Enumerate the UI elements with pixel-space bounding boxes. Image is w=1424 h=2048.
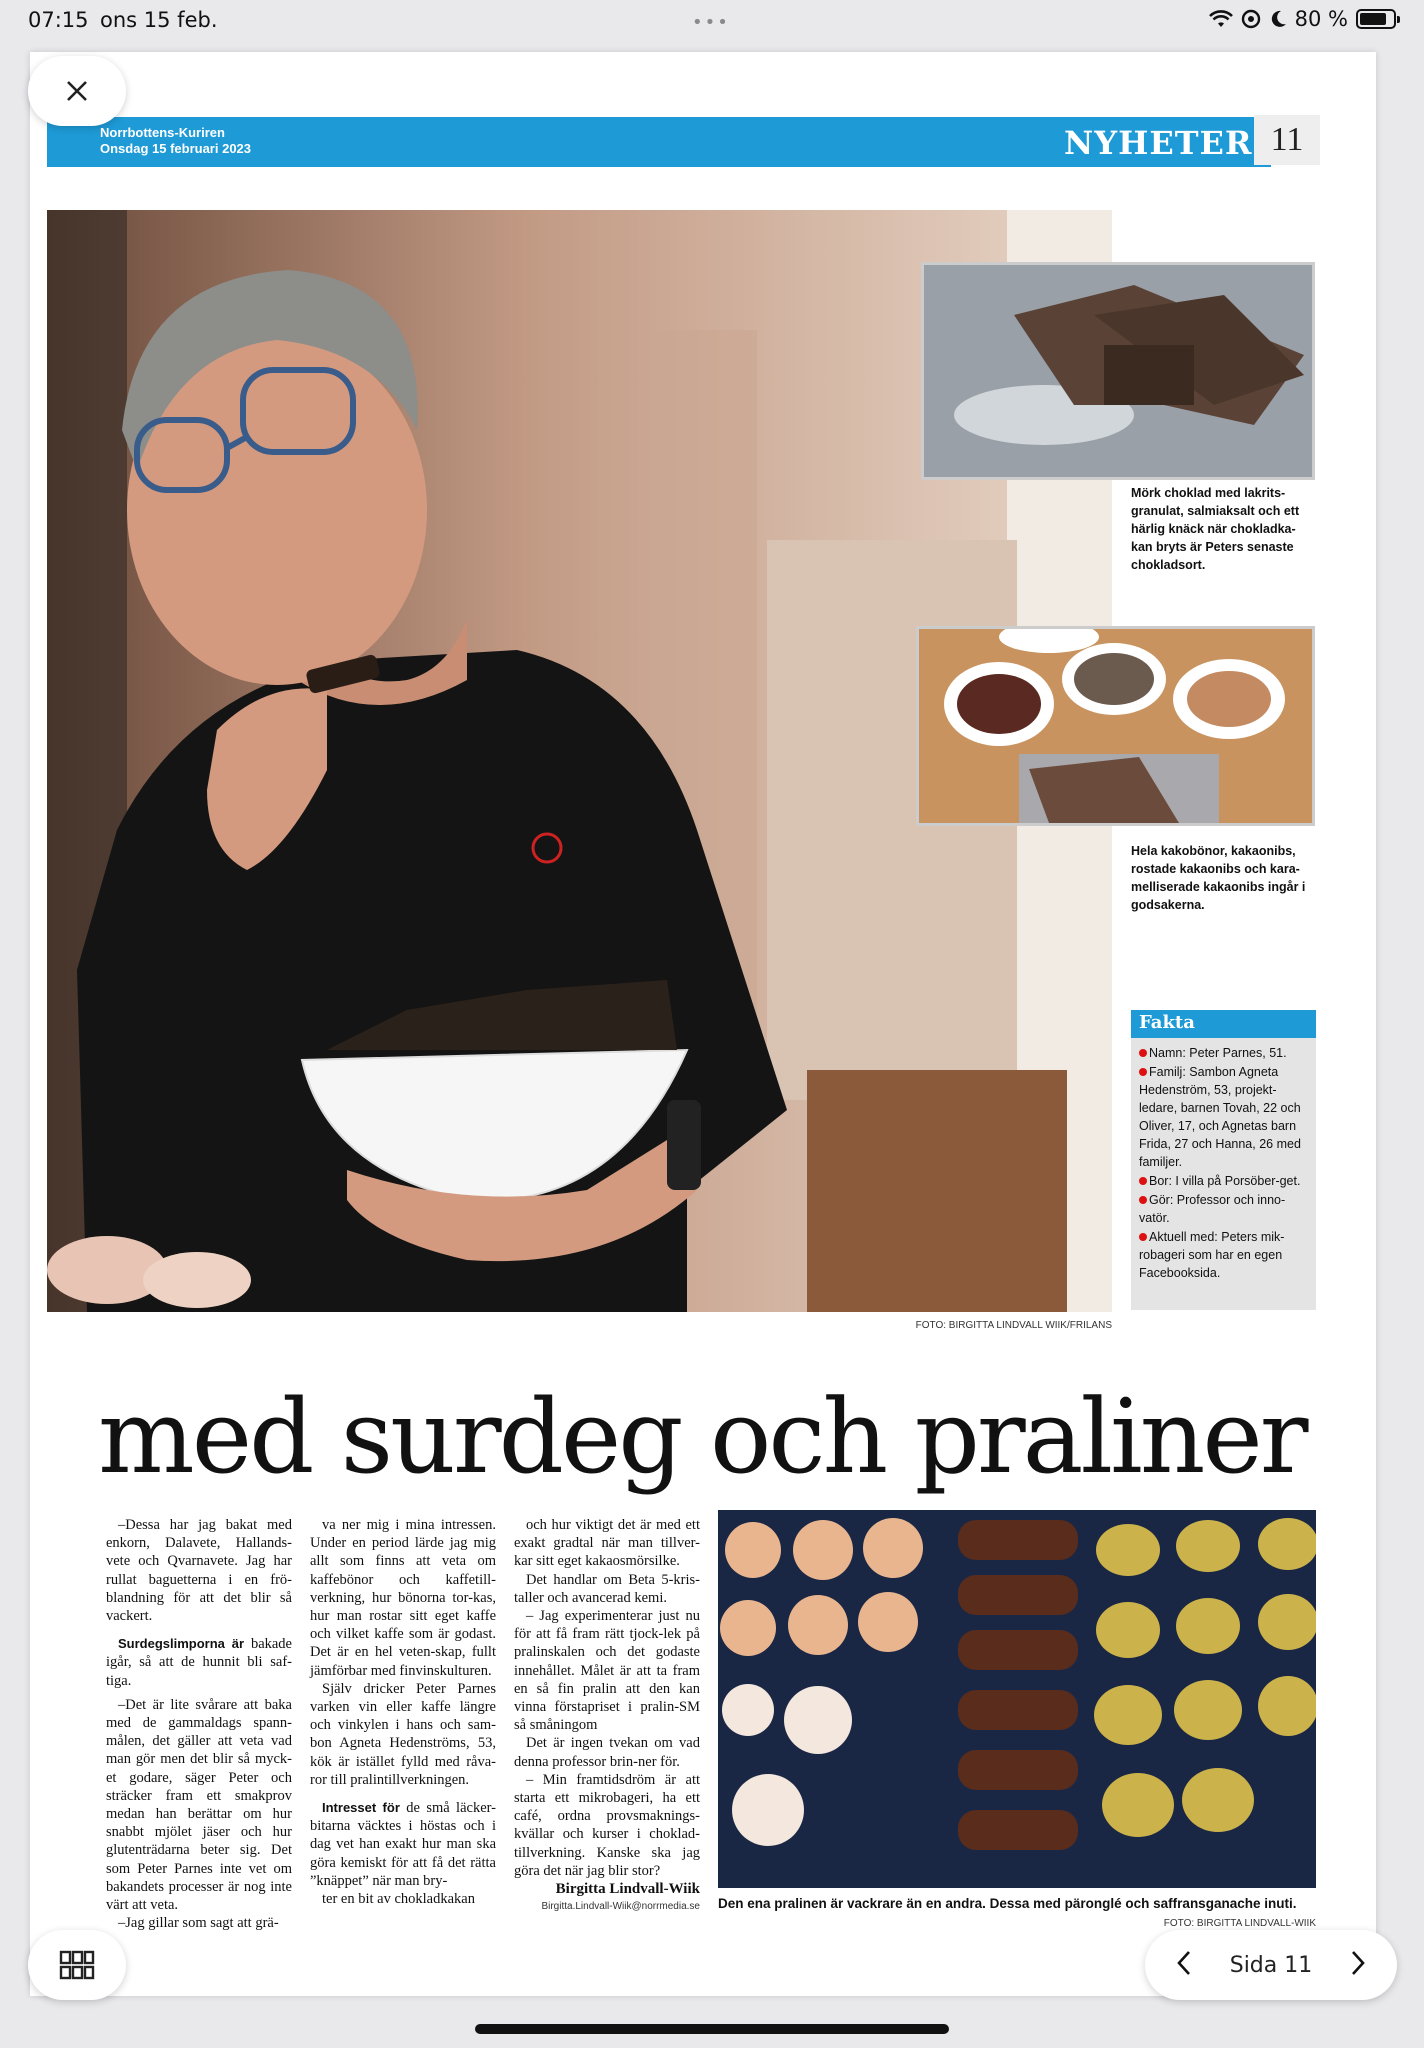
previous-page-button[interactable] [1169,1946,1199,1984]
fakta-item-text: Bor: I villa på Porsöber-get. [1149,1174,1301,1188]
paragraph [106,1635,292,1690]
article-headline: med surdeg och praliner [98,1378,1306,1497]
bullet-icon [1139,1233,1147,1241]
bullet-icon [1139,1049,1147,1057]
praline-credit: FOTO: BIRGITTA LINDVALL-WIIK [1163,1918,1316,1929]
chocolate-bar-photo [921,262,1315,480]
paper-name: Norrbottens-Kuriren [100,125,225,140]
fakta-item-text: Gör: Professor och inno-vatör. [1139,1193,1286,1225]
bullet-icon [1139,1068,1147,1076]
status-right [1209,7,1396,31]
paragraph: – Min framtidsdröm är att starta ett mikrobageri, ha ett café, ordna provsmaknings-kvällar och kurser i choklad-tillverkning. Kanske ska jag göra det när jag blir stor? [514,1771,700,1879]
status-bar [0,0,1424,42]
location-lock-icon [1241,9,1261,29]
close-icon [65,79,89,103]
fakta-box [1131,1010,1316,1310]
fakta-title: Fakta [1131,1010,1316,1038]
paragraph: –Jag gillar som sagt att grä- [118,1915,279,1932]
lead-in: Intresset för [322,1800,400,1816]
wifi-icon [1209,10,1233,28]
paragraph-text: de små läcker-bitarna väcktes i höstas och i dag vet han exakt hur man ska göra kemiskt för att få det rätta ”knäppet” när man bry- [310,1800,496,1889]
close-button[interactable] [28,56,126,126]
section-title: NYHETER [1064,124,1253,162]
fakta-item [1139,1172,1308,1190]
paragraph: –Det är lite svårare att baka med de gammaldags spann-målen, det gäller att veta vad man gör men det blir så myck-et godare, säger Peter och sträcker fram ett smakprov medan han berättar om hur snabbt mjölet jäser och hur glutenträdarna beter sig. Det som Peter Parnes inte vet om bakandets processer är nog inte värt att veta. [106,1696,292,1914]
paragraph: –Dessa har jag bakat med enkorn, Dalavete, Hallands-vete och Qvarnavete. Jag har rullat baguetterna i en frö-blandning för att det blir så vackert. [106,1517,292,1625]
multitask-dots[interactable]: ••• [692,12,730,33]
praline-photo [718,1510,1316,1888]
fakta-item [1139,1191,1308,1227]
battery-icon [1356,9,1396,29]
paragraph: Det är ingen tvekan om vad denna professor brin-ner för. [514,1735,700,1770]
main-photo-credit: FOTO: BIRGITTA LINDVALL WIIK/FRILANS [915,1320,1112,1331]
byline-email: Birgitta.Lindvall-Wiik@norrmedia.se [541,1901,700,1913]
fakta-list [1131,1038,1316,1289]
chocolate-bar-caption: Mörk choklad med lakrits-granulat, salmiaksalt och ett härlig knäck när chokladka-kan bryts är Peters senaste chokladsort. [1131,486,1300,572]
fakta-item [1139,1044,1308,1062]
bullet-icon [1139,1177,1147,1185]
article-column-3 [514,1516,700,1916]
paragraph: – Jag experimenterar just nu för att få fram rätt tjock-lek på pralinskalen och det godaste innehållet. Målet är att ta fram en så fin pralin att den kan vinna förstapriset i pralin-SM så småningom [514,1608,700,1734]
paragraph [310,1799,496,1890]
fakta-item-text: Namn: Peter Parnes, 51. [1149,1046,1287,1060]
paper-info [100,125,251,157]
paragraph: Själv dricker Peter Parnes varken vin eller kaffe längre och vinkylen i hans och sam-bon Agneta Hedenströms, 53, kök är istället fylld med råva-ror till pralintillverkningen. [310,1680,496,1788]
article-column-2 [310,1516,496,1908]
byline: Birgitta Lindvall-Wiik [555,1881,700,1898]
page-label: Sida 11 [1229,1952,1313,1978]
lead-in: Surdegslimporna är [118,1636,245,1652]
next-page-button[interactable] [1343,1946,1373,1984]
status-time: 07:15 [28,8,89,32]
fakta-item [1139,1228,1308,1282]
fakta-item-text: Aktuell med: Peters mik-robageri som har en egen Facebooksida. [1139,1230,1285,1280]
battery-percent: 80 % [1294,7,1348,31]
status-date: ons 15 feb. [100,8,218,32]
paragraph: va ner mig i mina intressen. Under en period lärde jag mig allt som finns att veta om kaffebönor och kaffetill-verkning, hur bönorna tor-kas, hur man rostar sitt eget kaffe och vilket kaffe som är godast. Det är en hel veten-skap, fullt jämförbar med finvinskulturen. [310,1517,496,1679]
praline-caption: Den ena pralinen är vackrare än en andra. Dessa med päronglé och saffransganache inuti. [718,1896,1297,1911]
home-indicator[interactable] [475,2024,949,2034]
page-number: 11 [1254,115,1320,165]
fakta-item-text: Familj: Sambon Agneta Hedenström, 53, projekt-ledare, barnen Tovah, 22 och Oliver, 17, och Agnetas barn Frida, 27 och Hanna, 26 med familjer. [1139,1065,1301,1169]
paragraph-text: bakade igår, så att de hunnit bli saf-tiga. [106,1636,292,1689]
paragraph: och hur viktigt det är med ett exakt gradtal när man tillver-kar sitt eget kakaosmörsilke. [514,1517,700,1570]
paragraph: ter en bit av chokladkakan [322,1891,475,1908]
newspaper-page [30,52,1376,1996]
issue-date: Onsdag 15 februari 2023 [100,141,252,156]
paragraph: Det handlar om Beta 5-kris-taller och avancerad kemi. [514,1571,700,1606]
moon-icon [1269,9,1287,29]
grid-icon [59,1950,95,1980]
chevron-right-icon [1350,1950,1366,1976]
cocoa-bowls-caption: Hela kakobönor, kakaonibs, rostade kakaonibs och kara-melliserade kakaonibs ingår i godsakerna. [1131,844,1306,912]
fakta-item [1139,1063,1308,1171]
cocoa-bowls-photo [916,626,1315,826]
page-navigator [1145,1930,1397,2000]
article-column-1 [106,1516,292,1932]
bullet-icon [1139,1196,1147,1204]
chevron-left-icon [1176,1950,1192,1976]
thumbnails-button[interactable] [28,1930,126,2000]
